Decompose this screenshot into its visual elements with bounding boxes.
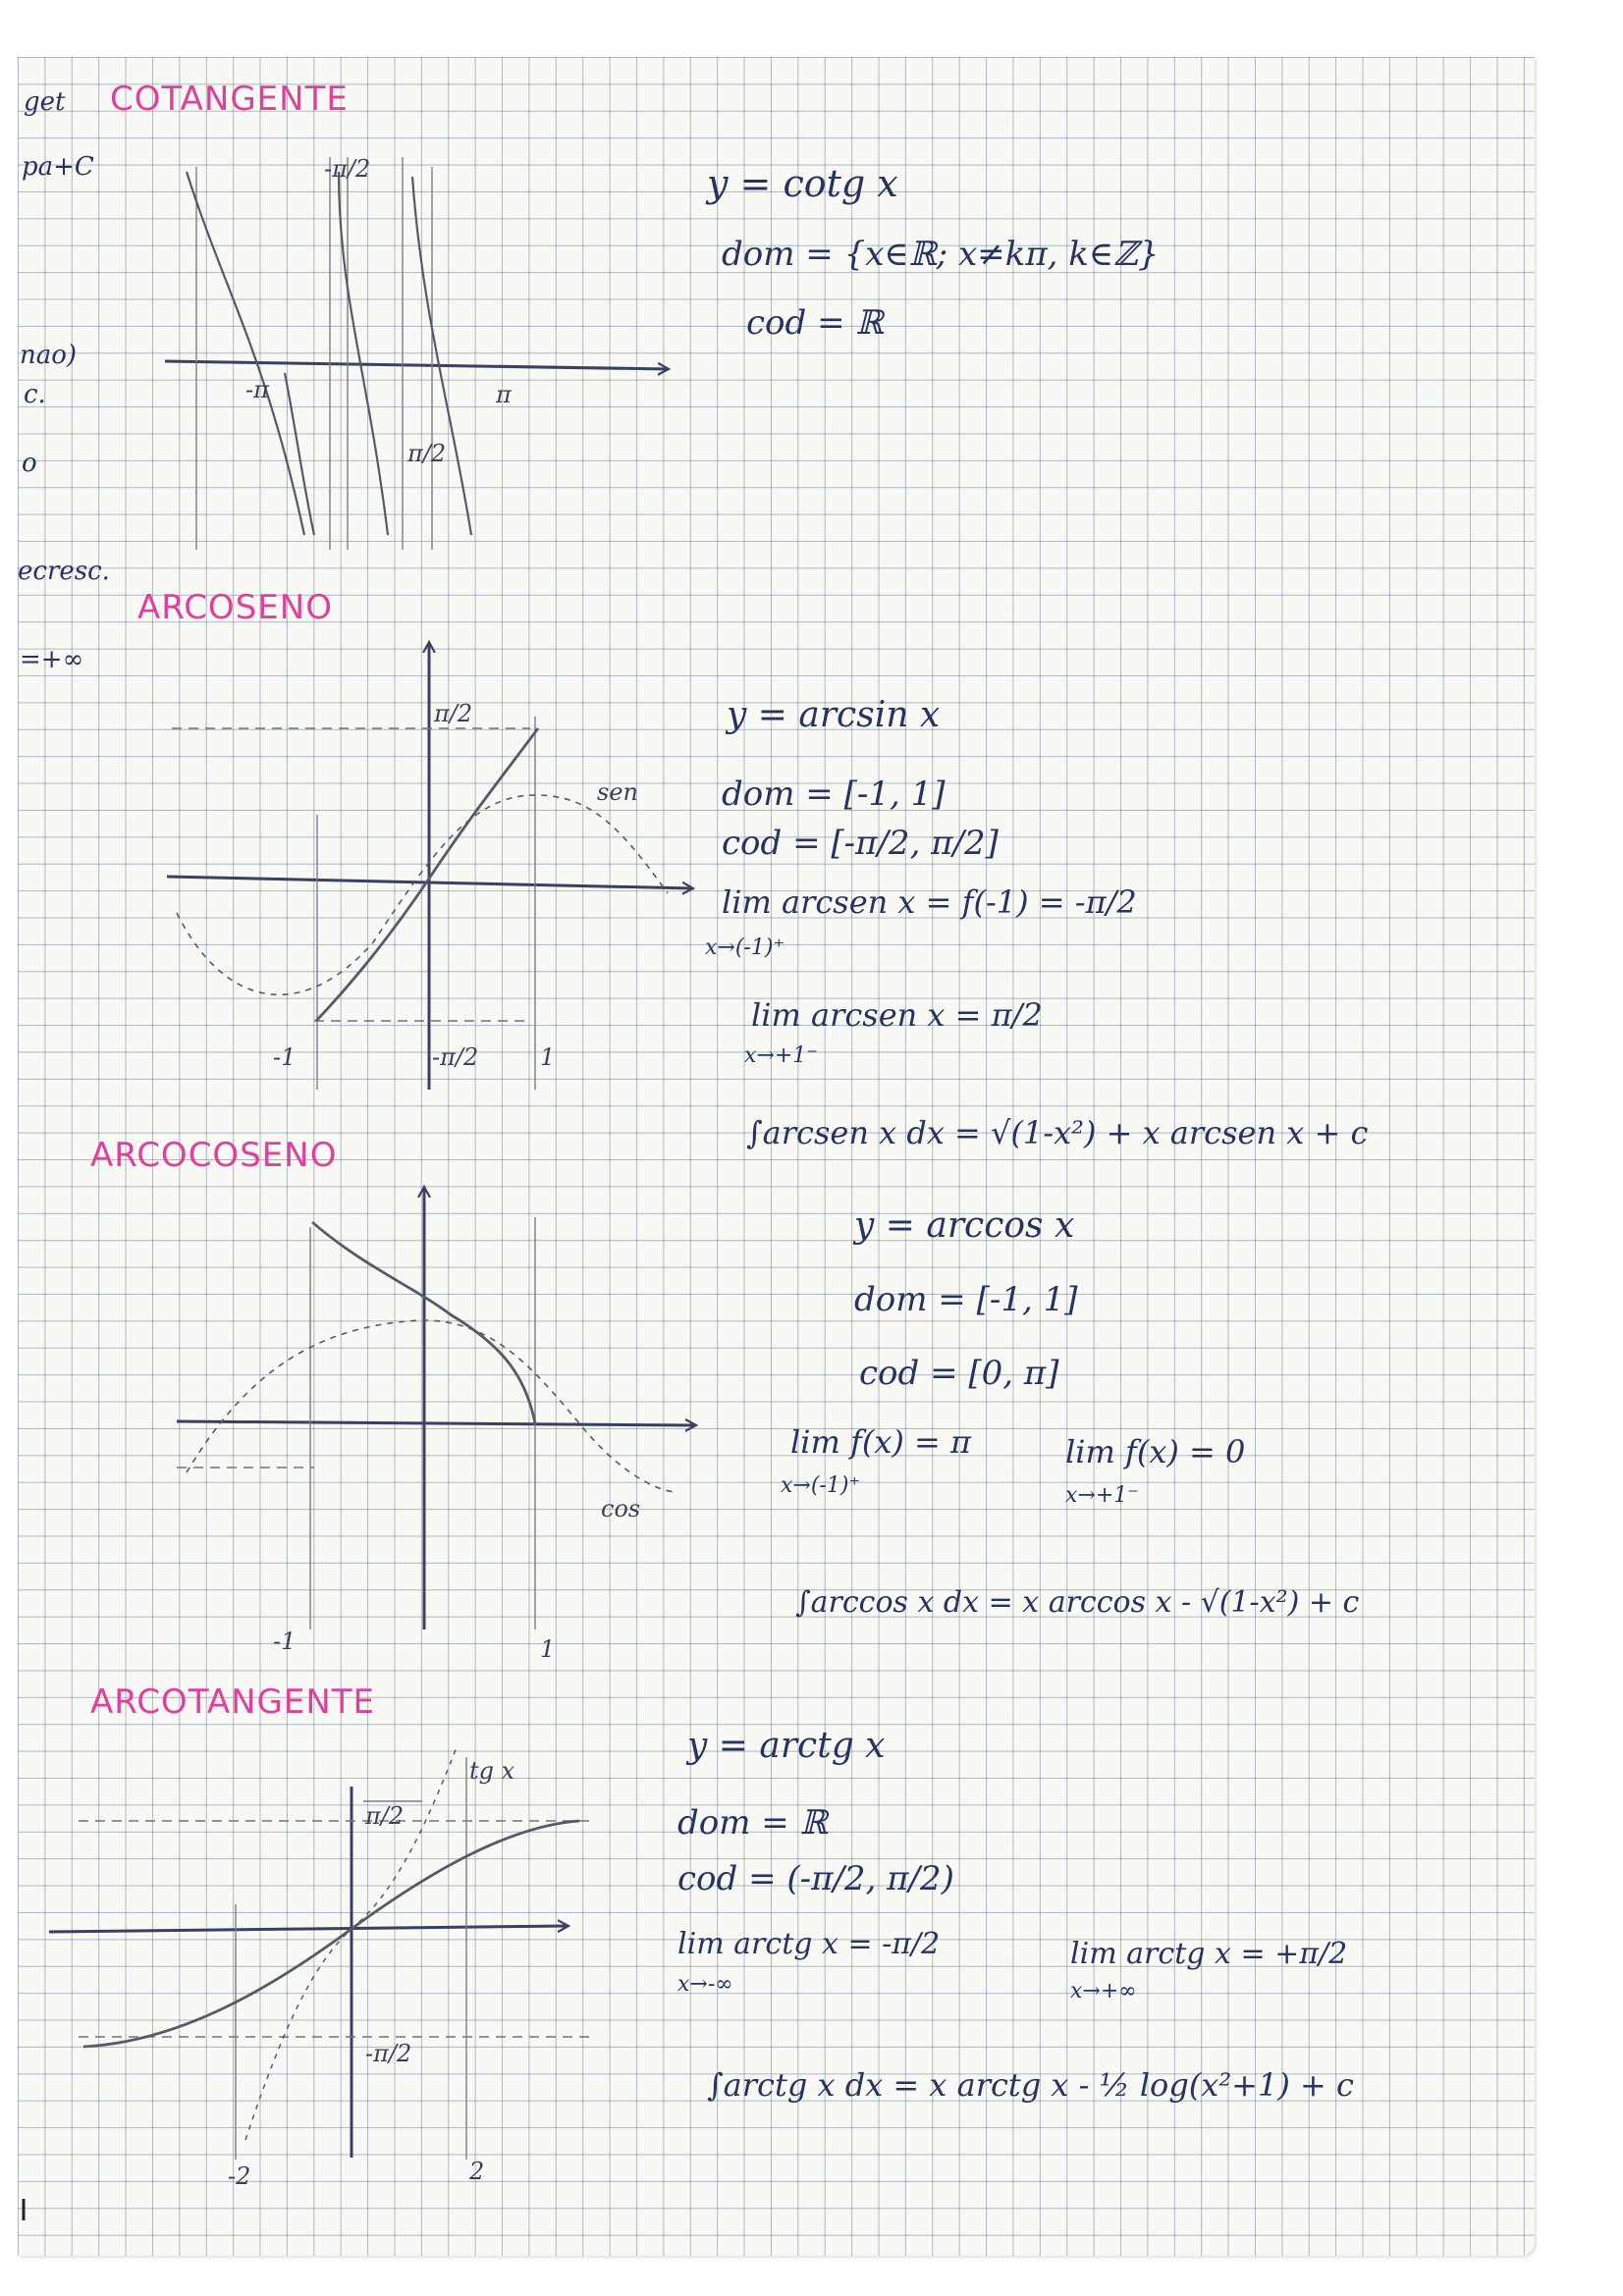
cot-branch: [187, 172, 304, 535]
graph-label: cos: [601, 1495, 641, 1522]
cotangent-graph: [165, 155, 668, 550]
codomain: cod = [0, π]: [859, 1354, 1059, 1393]
graph-label: -π: [245, 376, 269, 403]
x-axis: [49, 1926, 568, 1932]
limit-subscript: x→+1⁻: [744, 1043, 818, 1068]
codomain: cod = ℝ: [746, 303, 884, 343]
section-arcocoseno: [90, 1136, 1360, 1663]
limit: lim arctg x = +π/2: [1070, 1937, 1348, 1971]
edge-fragment: =+∞: [20, 645, 84, 674]
cosine-curve: [187, 1320, 677, 1492]
section-title: ARCOSENO: [137, 588, 333, 627]
graph-label: π/2: [407, 440, 447, 467]
graph-label: -π/2: [365, 2040, 412, 2067]
formula: y = arccos x: [854, 1205, 1075, 1246]
cot-branch: [339, 172, 388, 535]
integral: ∫arctg x dx = x arctg x - ½ log(x²+1) + c: [707, 2066, 1354, 2104]
graph-label: -2: [228, 2163, 251, 2190]
graph-label: π/2: [365, 1802, 405, 1830]
codomain: cod = (-π/2, π/2): [677, 1859, 954, 1898]
integral: ∫arccos x dx = x arccos x - √(1-x²) + c: [795, 1585, 1360, 1620]
graph-label: 1: [540, 1635, 556, 1663]
limit: lim arcsen x = π/2: [751, 996, 1043, 1034]
graph-label: π: [496, 381, 512, 408]
edge-fragment: pa+C: [22, 152, 94, 182]
limit-subscript: x→+∞: [1070, 1979, 1137, 2003]
graph-label: tg x: [469, 1757, 515, 1785]
domain: dom = ℝ: [677, 1803, 828, 1842]
edge-fragment: get: [24, 87, 66, 117]
arctan-curve: [83, 1821, 579, 2047]
cot-branch: [412, 177, 471, 535]
formula: y = arcsin x: [727, 695, 941, 735]
arcsin-curve: [316, 728, 538, 1021]
left-edge-fragments: [18, 87, 110, 674]
graph-label: π/2: [434, 700, 473, 727]
domain: dom = [-1, 1]: [854, 1280, 1078, 1319]
formula: y = arctg x: [687, 1726, 886, 1766]
graph-label: 1: [540, 1043, 556, 1071]
codomain: cod = [-π/2, π/2]: [722, 824, 999, 863]
x-axis: [165, 361, 668, 369]
arctan-graph: [49, 1747, 594, 2190]
graph-label: -π/2: [432, 1043, 479, 1071]
x-axis: [177, 1421, 695, 1425]
graph-label: -1: [273, 1628, 297, 1655]
domain: dom = [-1, 1]: [722, 774, 946, 814]
limit: lim f(x) = π: [790, 1423, 972, 1461]
limit-subscript: x→(-1)⁺: [705, 935, 785, 960]
arcsin-graph: [167, 643, 692, 1090]
integral: ∫arcsen x dx = √(1-x²) + x arcsen x + c: [746, 1114, 1369, 1151]
section-title: COTANGENTE: [110, 80, 349, 119]
domain: dom = {x∈ℝ; x≠kπ, k∈ℤ}: [722, 235, 1160, 274]
limit: lim f(x) = 0: [1065, 1433, 1246, 1470]
limit-subscript: x→-∞: [677, 1972, 733, 1997]
limit-subscript: x→+1⁻: [1065, 1483, 1139, 1508]
arccos-graph: [177, 1188, 695, 1663]
edge-fragment: o: [22, 449, 37, 478]
section-arcoseno: [137, 588, 1368, 1151]
formula: y = cotg x: [707, 162, 898, 205]
section-title: ARCOTANGENTE: [90, 1682, 376, 1722]
sine-curve: [177, 795, 668, 994]
section-arcotangente: [49, 1682, 1354, 2190]
limit-subscript: x→(-1)⁺: [781, 1473, 861, 1498]
graph-label: sen: [597, 778, 638, 806]
section-cotangente: [110, 80, 1160, 550]
graph-label: -π/2: [324, 155, 371, 183]
limit: lim arctg x = -π/2: [677, 1927, 941, 1961]
limit: lim arcsen x = f(-1) = -π/2: [722, 883, 1137, 921]
edge-fragment: nao): [20, 341, 78, 370]
edge-fragment: c.: [24, 380, 46, 409]
graph-label: -1: [273, 1043, 297, 1071]
section-title: ARCOCOSENO: [90, 1136, 338, 1175]
graph-label: 2: [469, 2158, 485, 2185]
edge-fragment: ecresc.: [18, 557, 110, 586]
